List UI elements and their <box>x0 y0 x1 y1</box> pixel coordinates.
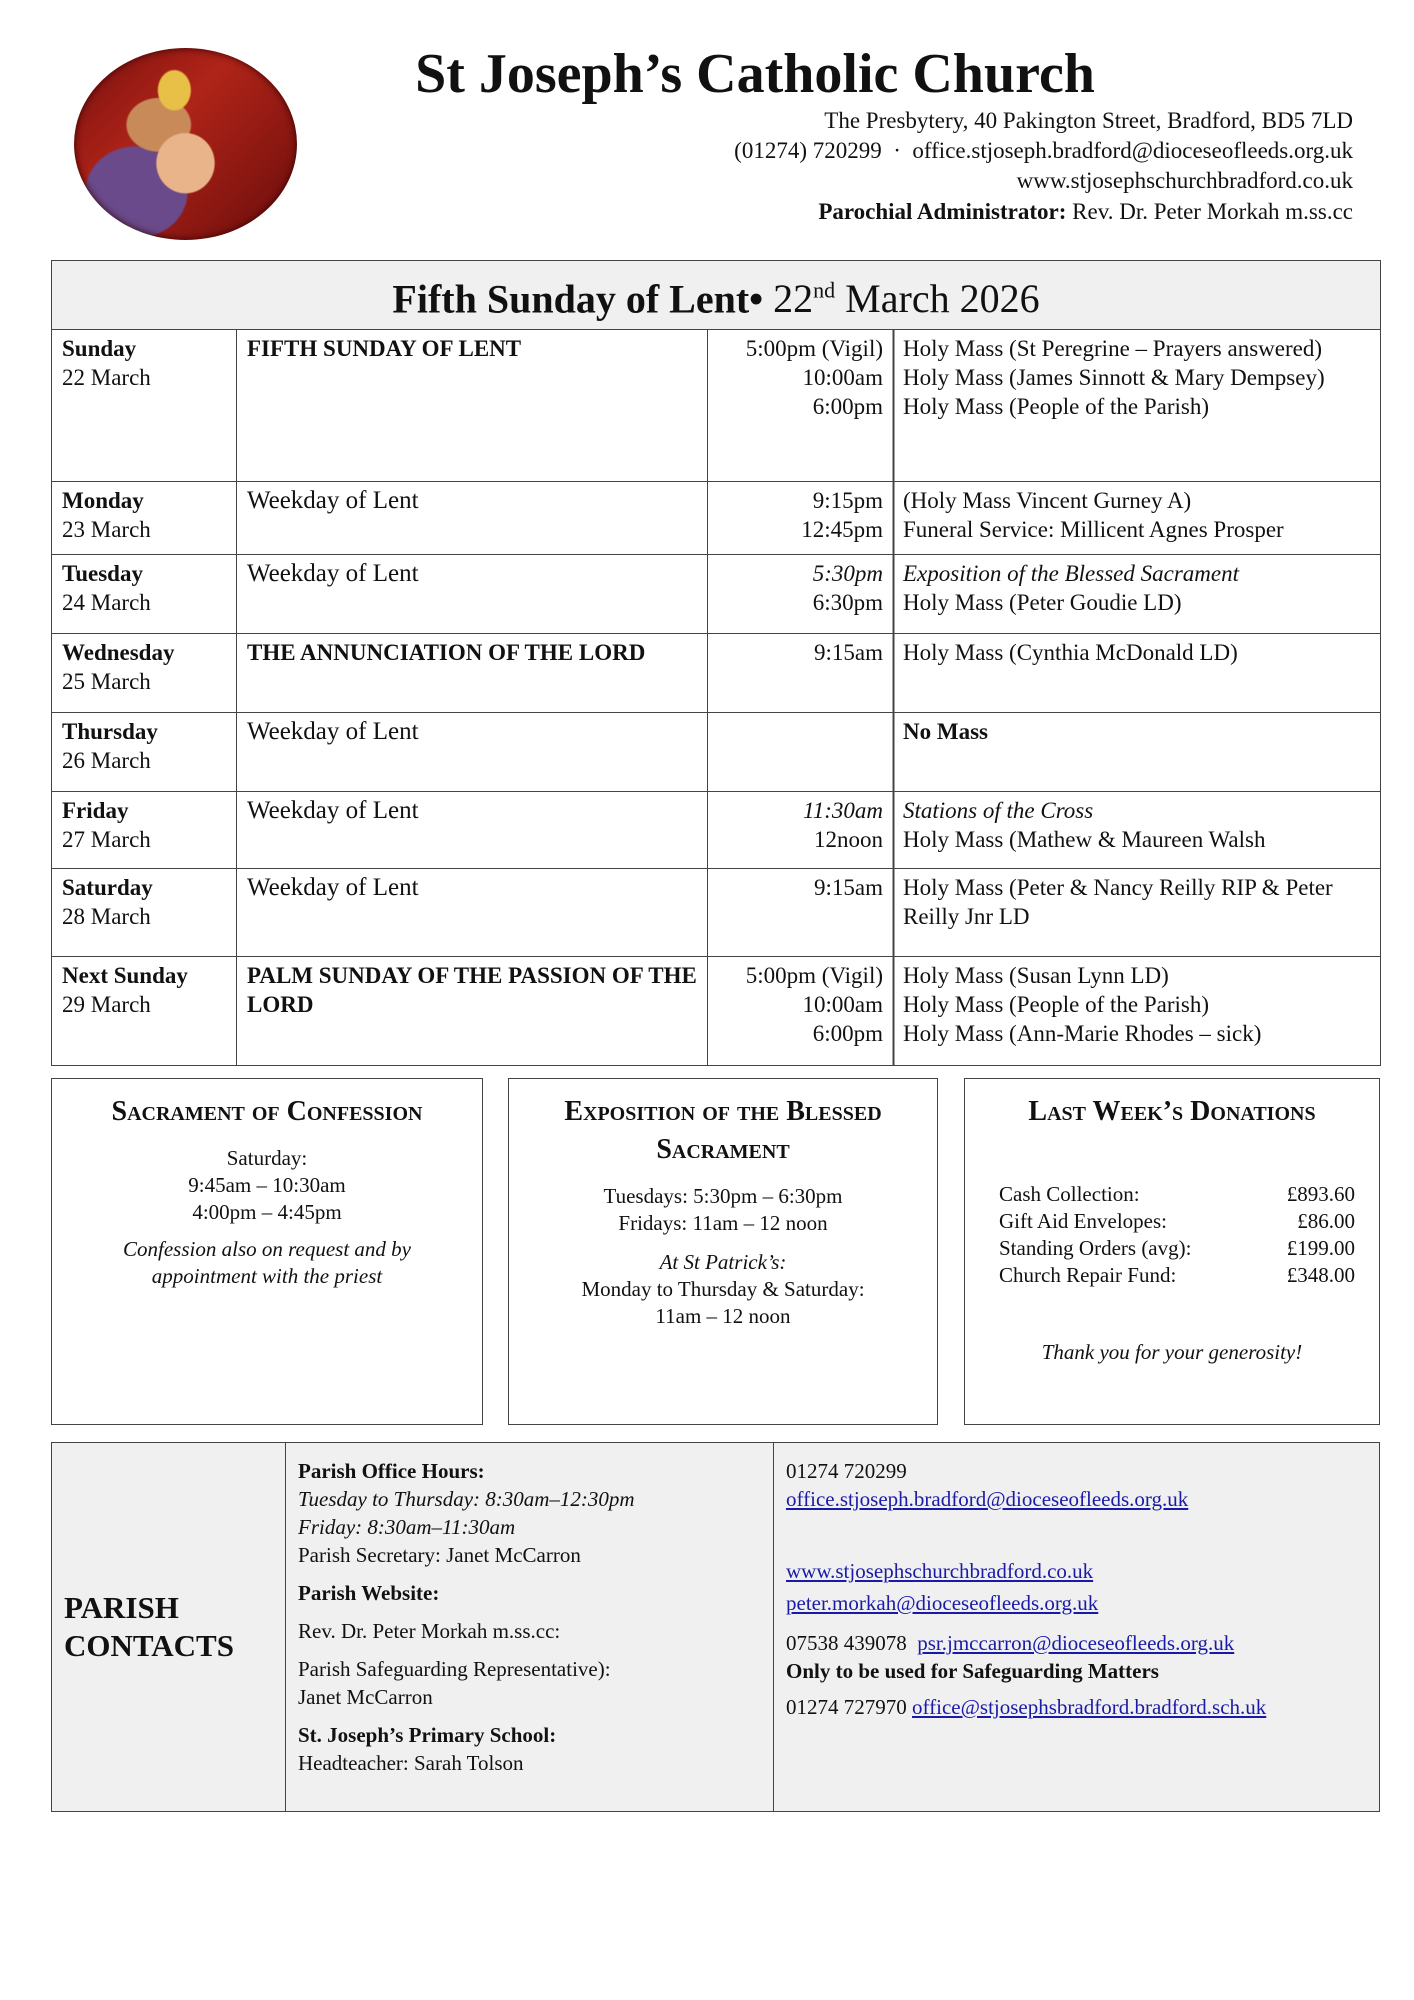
service-entry <box>708 588 1380 617</box>
service-entry <box>708 486 1380 515</box>
day-cell <box>52 792 237 869</box>
feast-name: FIFTH SUNDAY OF LENT <box>247 336 522 362</box>
service-entry <box>708 638 1380 667</box>
admin-name: Rev. Dr. Peter Morkah m.ss.cc <box>1072 199 1353 224</box>
day-cell <box>52 330 237 482</box>
service-time: 10:00am <box>802 365 883 391</box>
feast-cell <box>237 555 708 634</box>
exposition-line-3: Monday to Thursday & Saturday: <box>581 1277 865 1301</box>
day-name: Wednesday <box>62 640 175 666</box>
service-entry <box>708 990 1380 1019</box>
services-cell <box>708 634 1381 713</box>
day-name: Friday <box>62 798 129 824</box>
contact-line <box>734 138 1353 164</box>
schedule-row <box>52 482 1381 555</box>
exposition-at: At St Patrick’s: <box>659 1250 787 1274</box>
donation-label: Church Repair Fund: <box>999 1263 1177 1287</box>
service-time: 12:45pm <box>801 517 883 543</box>
services-cell <box>708 869 1381 957</box>
psr-phone: 07538 439078 <box>786 1631 907 1655</box>
donation-row <box>965 1235 1379 1262</box>
schedule-row <box>52 957 1381 1066</box>
schedule-row <box>52 869 1381 957</box>
service-time: 5:00pm (Vigil) <box>745 336 883 362</box>
exposition-box <box>508 1078 938 1425</box>
schedule-row <box>52 634 1381 713</box>
confession-day: Saturday: <box>226 1146 308 1170</box>
services-cell <box>708 555 1381 634</box>
day-cell <box>52 555 237 634</box>
donation-amount: £348.00 <box>1286 1263 1355 1287</box>
day-date: 27 March <box>62 827 151 853</box>
donation-row <box>965 1208 1379 1235</box>
service-time <box>708 717 893 746</box>
donation-label: Standing Orders (avg): <box>999 1236 1192 1260</box>
st-joseph-stained-glass-logo <box>74 48 297 240</box>
service-entry <box>708 334 1380 363</box>
school-label: St. Joseph’s Primary School: <box>298 1723 557 1747</box>
donation-amount: £86.00 <box>1297 1209 1355 1233</box>
day-cell <box>52 869 237 957</box>
service-description: Holy Mass (People of the Parish) <box>903 992 1209 1018</box>
service-entry <box>708 873 1380 931</box>
exposition-line-4: 11am – 12 noon <box>655 1304 791 1328</box>
feast-name: Weekday of Lent <box>247 874 419 902</box>
day-date: 25 March <box>62 669 151 695</box>
donation-label: Cash Collection: <box>999 1182 1140 1206</box>
confession-time-2: 4:00pm – 4:45pm <box>192 1200 342 1224</box>
title-day: 22 <box>773 276 814 322</box>
day-date: 28 March <box>62 904 151 930</box>
service-description: Holy Mass (Ann-Marie Rhodes – sick) <box>903 1021 1262 1047</box>
service-description: Holy Mass (St Peregrine – Prayers answered) <box>903 336 1323 362</box>
day-cell <box>52 482 237 555</box>
safeguarding-label: Parish Safeguarding Representative): <box>298 1657 611 1681</box>
donation-amount: £199.00 <box>1286 1236 1355 1260</box>
office-hours-2: Friday: 8:30am–11:30am <box>298 1515 516 1539</box>
service-description: Exposition of the Blessed Sacrament <box>903 561 1239 587</box>
day-date: 23 March <box>62 517 151 543</box>
service-description: Holy Mass (Peter & Nancy Reilly RIP & Peter Reilly Jnr LD <box>903 875 1333 930</box>
website-label: Parish Website: <box>298 1581 440 1605</box>
church-name: St Joseph’s Catholic Church <box>415 43 1095 105</box>
donations-box <box>964 1078 1380 1425</box>
service-time: 9:15am <box>814 875 883 901</box>
priest-label: Rev. Dr. Peter Morkah m.ss.cc: <box>298 1619 561 1643</box>
service-description: Holy Mass (Cynthia McDonald LD) <box>903 640 1238 666</box>
contacts-details <box>774 1443 1379 1811</box>
exposition-line-2: Fridays: 11am – 12 noon <box>618 1211 828 1235</box>
priest-email-link[interactable]: peter.morkah@dioceseofleeds.org.uk <box>786 1591 1099 1615</box>
services-cell <box>708 713 1381 792</box>
service-time: 5:30pm <box>812 561 883 587</box>
office-hours-1: Tuesday to Thursday: 8:30am–12:30pm <box>298 1487 635 1511</box>
title-date <box>773 276 1039 321</box>
service-time: 5:00pm (Vigil) <box>745 963 883 989</box>
separator: · <box>893 138 901 163</box>
service-entry <box>708 559 1380 588</box>
school-phone: 01274 727970 <box>786 1695 907 1719</box>
day-name: Next Sunday <box>62 963 188 989</box>
service-time: 9:15am <box>814 640 883 666</box>
title-month-year: March 2026 <box>845 276 1040 322</box>
email[interactable]: office.stjoseph.bradford@dioceseofleeds.org.uk <box>912 138 1353 163</box>
schedule-row <box>52 555 1381 634</box>
feast-cell <box>237 957 708 1066</box>
administrator <box>818 199 1353 225</box>
services-cell <box>708 482 1381 555</box>
day-cell <box>52 957 237 1066</box>
website[interactable]: www.stjosephschurchbradford.co.uk <box>1016 168 1353 193</box>
service-entry <box>708 961 1380 990</box>
schedule-row <box>52 330 1381 482</box>
feast-cell <box>237 713 708 792</box>
title-sup: nd <box>813 278 836 303</box>
service-description: Holy Mass (People of the Parish) <box>903 394 1209 420</box>
address: The Presbytery, 40 Pakington Street, Bradford, BD5 7LD <box>824 108 1353 133</box>
service-description: Holy Mass (Mathew & Maureen Walsh <box>903 827 1266 853</box>
parish-secretary: Parish Secretary: Janet McCarron <box>298 1543 581 1567</box>
donation-row <box>965 1181 1379 1208</box>
exposition-title: Exposition of the Blessed Sacrament <box>564 1096 882 1165</box>
feast-name: PALM SUNDAY OF THE PASSION OF THE LORD <box>247 963 697 1018</box>
psr-note: Only to be used for Safeguarding Matters <box>786 1659 1159 1683</box>
schedule-row <box>52 792 1381 869</box>
confession-time-1: 9:45am – 10:30am <box>188 1173 346 1197</box>
day-name: Saturday <box>62 875 153 901</box>
service-description: Holy Mass (Susan Lynn LD) <box>903 963 1169 989</box>
service-description: Stations of the Cross <box>903 798 1094 824</box>
donations-title: Last Week’s Donations <box>1028 1096 1316 1127</box>
donation-row <box>965 1262 1379 1289</box>
service-time: 6:00pm <box>812 394 883 420</box>
confession-box <box>51 1078 483 1425</box>
confession-title: Sacrament of Confession <box>111 1096 423 1127</box>
office-hours-label: Parish Office Hours: <box>298 1459 485 1483</box>
office-email-link[interactable]: office.stjoseph.bradford@dioceseofleeds.org.uk <box>786 1487 1189 1511</box>
feast-cell <box>237 482 708 555</box>
service-entry <box>708 717 1380 746</box>
service-entry <box>708 363 1380 392</box>
day-date: 26 March <box>62 748 151 774</box>
feast-cell <box>237 792 708 869</box>
feast-name: Weekday of Lent <box>247 797 419 825</box>
confession-note: Confession also on request and by appointment with the priest <box>123 1237 411 1288</box>
service-time: 6:30pm <box>812 590 883 616</box>
contacts-labels <box>286 1443 774 1811</box>
service-time: 9:15pm <box>812 488 883 514</box>
service-entry <box>708 796 1380 825</box>
service-entry <box>708 1019 1380 1048</box>
schedule-title <box>52 261 1381 330</box>
service-description: (Holy Mass Vincent Gurney A) <box>903 488 1192 514</box>
feast-cell <box>237 869 708 957</box>
service-entry <box>708 825 1380 854</box>
safeguarding-name: Janet McCarron <box>298 1685 433 1709</box>
day-name: Thursday <box>62 719 158 745</box>
donation-amount: £893.60 <box>1286 1182 1355 1206</box>
feast-cell <box>237 634 708 713</box>
admin-label: Parochial Administrator: <box>818 199 1067 224</box>
service-description: Funeral Service: Millicent Agnes Prosper <box>903 517 1284 543</box>
school-email-link[interactable]: office@stjosephsbradford.bradford.sch.uk <box>912 1695 1267 1719</box>
day-name: Monday <box>62 488 144 514</box>
service-entry <box>708 515 1380 544</box>
phone: (01274) 720299 <box>734 138 882 163</box>
feast-name: Weekday of Lent <box>247 487 419 515</box>
day-cell <box>52 713 237 792</box>
service-description: No Mass <box>903 719 988 745</box>
title-liturgical-day: Fifth Sunday of Lent• <box>392 276 764 322</box>
day-cell <box>52 634 237 713</box>
mass-schedule-table <box>51 260 1381 1066</box>
schedule-title-row <box>52 261 1381 330</box>
headteacher: Headteacher: Sarah Tolson <box>298 1751 524 1775</box>
website-link[interactable]: www.stjosephschurchbradford.co.uk <box>786 1559 1094 1583</box>
service-entry <box>708 392 1380 421</box>
service-description: Holy Mass (Peter Goudie LD) <box>903 590 1182 616</box>
exposition-line-1: Tuesdays: 5:30pm – 6:30pm <box>603 1184 843 1208</box>
feast-cell <box>237 330 708 482</box>
feast-name: Weekday of Lent <box>247 718 419 746</box>
service-time: 11:30am <box>802 798 883 824</box>
parish-contacts <box>51 1442 1380 1812</box>
parish-contacts-title-cell <box>52 1443 286 1811</box>
feast-name: THE ANNUNCIATION OF THE LORD <box>247 640 646 666</box>
service-time: 6:00pm <box>812 1021 883 1047</box>
service-time: 12noon <box>814 827 883 853</box>
services-cell <box>708 957 1381 1066</box>
schedule-row <box>52 713 1381 792</box>
donations-thanks: Thank you for your generosity! <box>1041 1340 1303 1364</box>
service-description: Holy Mass (James Sinnott & Mary Dempsey) <box>903 365 1325 391</box>
day-date: 24 March <box>62 590 151 616</box>
service-time: 10:00am <box>802 992 883 1018</box>
day-name: Tuesday <box>62 561 143 587</box>
office-phone: 01274 720299 <box>786 1459 907 1483</box>
psr-email-link[interactable]: psr.jmccarron@dioceseofleeds.org.uk <box>917 1631 1235 1655</box>
day-date: 22 March <box>62 365 151 391</box>
services-cell <box>708 792 1381 869</box>
services-cell <box>708 330 1381 482</box>
day-date: 29 March <box>62 992 151 1018</box>
feast-name: Weekday of Lent <box>247 560 419 588</box>
donation-label: Gift Aid Envelopes: <box>999 1209 1167 1233</box>
parish-contacts-title: PARISH CONTACTS <box>64 1590 234 1663</box>
day-name: Sunday <box>62 336 137 362</box>
